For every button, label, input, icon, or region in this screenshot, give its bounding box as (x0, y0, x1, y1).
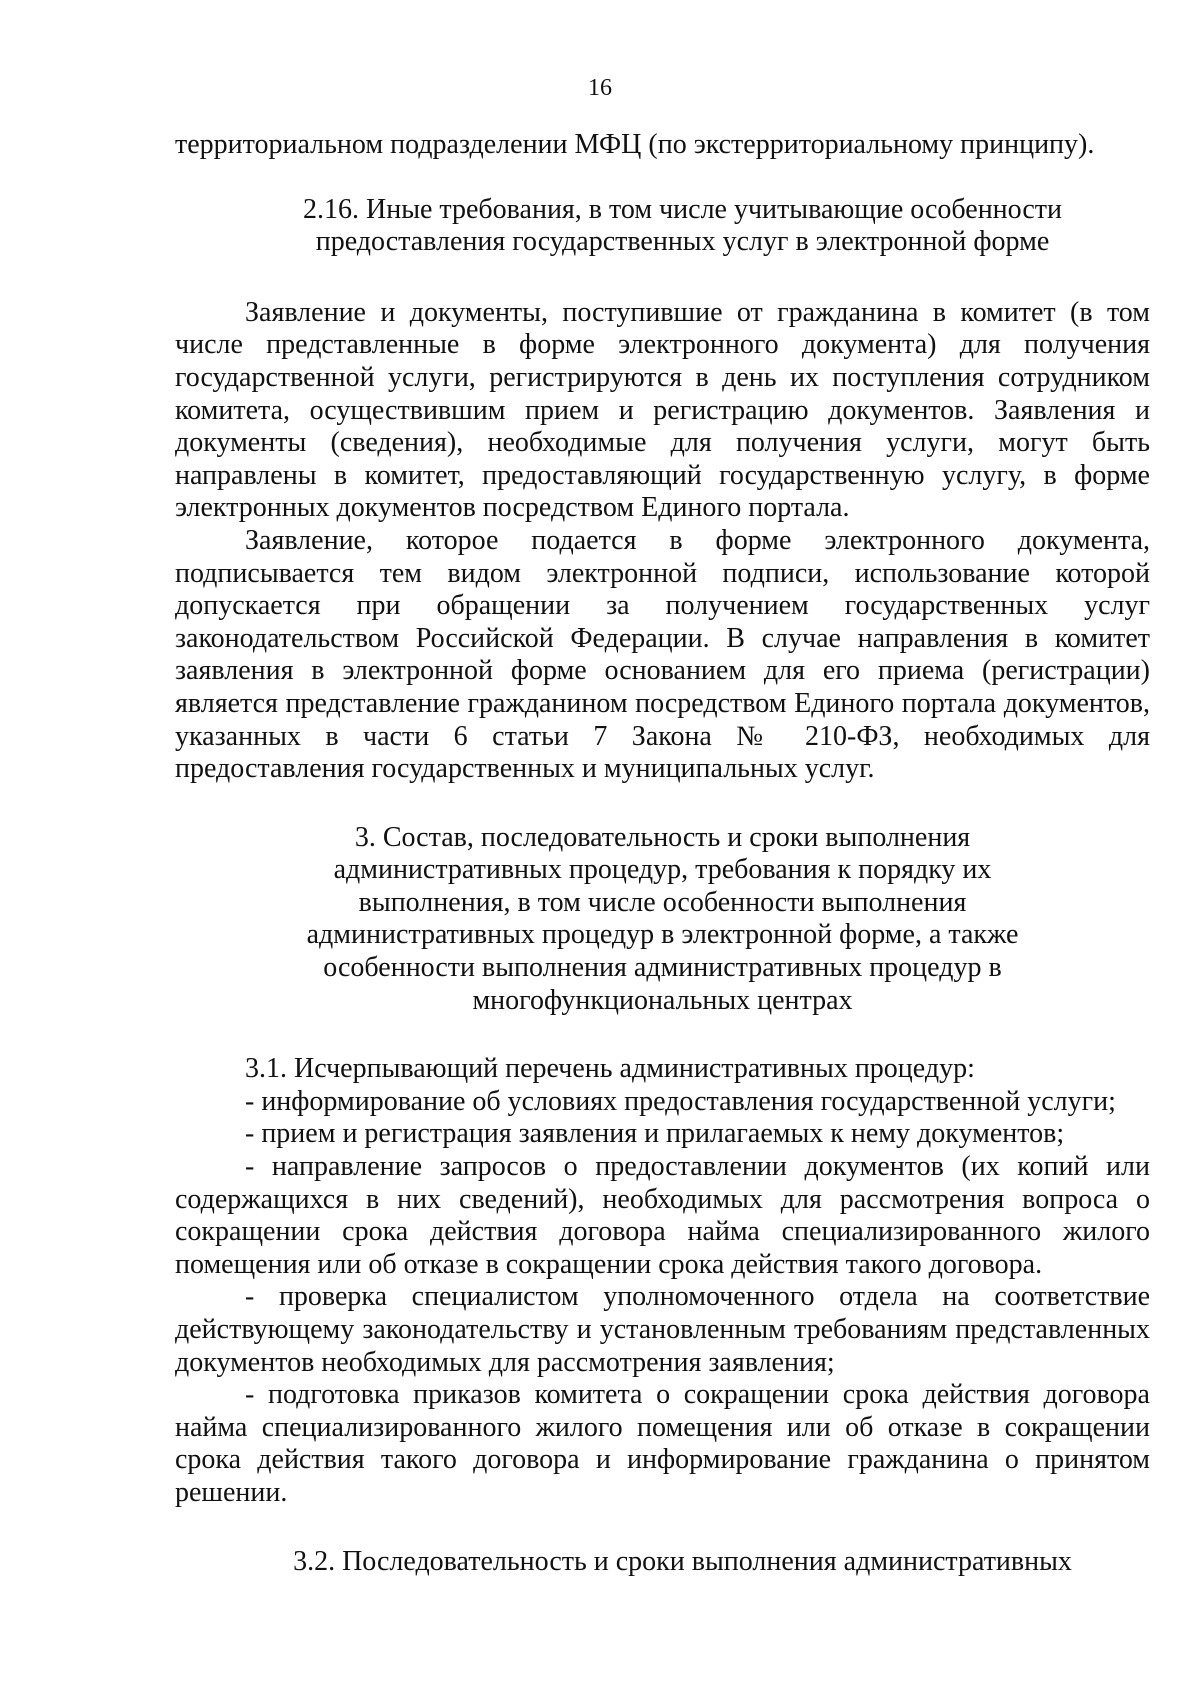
section-heading-3: 3. Состав, последовательность и сроки выполнения административных процедур, требования к порядку их выполнения, в том числе особенности выполнения административных процедур в электронной форме, а также особенности выполнения административных процедур в многофункциональных центрах (306, 821, 1019, 1016)
list-item-verification: - проверка специалистом уполномоченного отдела на соответствие действующему законодательству и установленным требованиям представленных документов необходимых для рассмотрения заявления; (175, 1281, 1150, 1378)
list-item-informing: - информирование об условиях предоставления государственной услуги; (245, 1085, 1116, 1117)
paragraph-registration: Заявление и документы, поступившие от гражданина в комитет (в том числе представленные в форме электронного документа) для получения государственной услуги, регистрируются в день их поступления сотрудником комитета, осуществившим прием и регистрацию документов. Заявления и документы (сведения), необходимые для получения услуги, могут быть направлены в комитет, предоставляющий государственную услугу, в форме электронных документов посредством Единого портала. (175, 296, 1150, 524)
paragraph-procedures-list-intro: 3.1. Исчерпывающий перечень административных процедур: (245, 1053, 975, 1085)
section-heading-3-2: 3.2. Последовательность и сроки выполнения административных (293, 1545, 1072, 1577)
paragraph-electronic-signature: Заявление, которое подается в форме электронного документа, подписывается тем видом электронной подписи, использование которой допускается при обращении за получением государственных услуг законодательством Российской Федерации. В случае направления в комитет заявления в электронной форме основанием для его приема (регистрации) является представление гражданином посредством Единого портала документов, указанных в части 6 статьи 7 Закона № 210-ФЗ, необходимых для предоставления государственных и муниципальных услуг. (175, 524, 1150, 785)
document-body (175, 129, 1150, 1578)
section-heading-2-16: 2.16. Иные требования, в том числе учитывающие особенности предоставления государственных услуг в электронной форме (302, 193, 1063, 258)
list-item-requests: - направление запросов о предоставлении документов (их копий или содержащихся в них сведений), необходимых для рассмотрения вопроса о сокращении срока действия договора найма специализированного жилого помещения или об отказе в сокращении срока действия такого договора. (175, 1151, 1150, 1280)
list-item-reception: - прием и регистрация заявления и прилагаемых к нему документов; (245, 1118, 1065, 1150)
page-number: 16 (588, 75, 612, 101)
paragraph-continuation: территориальном подразделении МФЦ (по экстерриториальному принципу). (175, 129, 1095, 160)
list-item-orders: - подготовка приказов комитета о сокращении срока действия договора найма специализированного жилого помещения или об отказе в сокращении срока действия такого договора и информирование гражданина о принятом решении. (175, 1379, 1150, 1508)
